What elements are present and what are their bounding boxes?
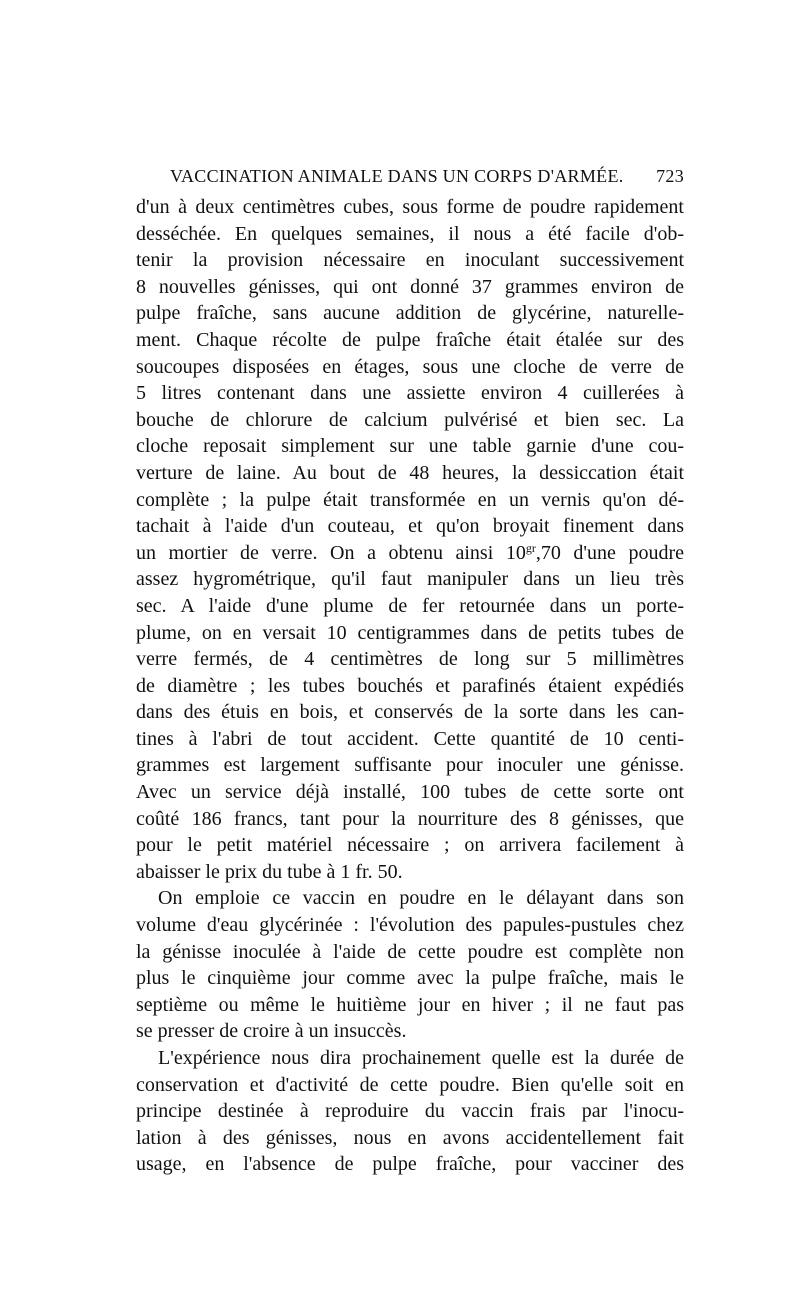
text-line: lation à des génisses, nous en avons accidentellement fait bbox=[136, 1126, 684, 1149]
text-line: L'expérience nous dira prochainement quelle est la durée de bbox=[158, 1047, 684, 1069]
text-line: tines à l'abri de tout accident. Cette quantité de 10 centi- bbox=[136, 727, 684, 750]
text-line: verre fermés, de 4 centimètres de long sur 5 millimètres bbox=[136, 648, 684, 671]
text-line: la génisse inoculée à l'aide de cette poudre est complète non bbox=[136, 940, 684, 963]
text-line: plume, on en versait 10 centigrammes dans de petits tubes de bbox=[136, 621, 684, 644]
text-line: tachait à l'aide d'un couteau, et qu'on broyait finement dans bbox=[136, 515, 684, 538]
text-line: abaisser le prix du tube à 1 fr. 50. bbox=[136, 860, 403, 883]
text-line: ment. Chaque récolte de pulpe fraîche était étalée sur des bbox=[136, 328, 684, 351]
weight-unit-superscript: gr bbox=[525, 540, 536, 555]
line-segment: un mortier de verre. On a obtenu ainsi 10 bbox=[136, 541, 526, 564]
text-line: coûté 186 francs, tant pour la nourriture des 8 génisses, que bbox=[136, 807, 684, 830]
running-title: VACCINATION ANIMALE DANS UN CORPS D'ARMÉE. bbox=[170, 166, 624, 186]
text-line: assez hygrométrique, qu'il faut manipuler dans un lieu très bbox=[136, 568, 684, 591]
text-line: d'un à deux centimètres cubes, sous forme de poudre rapidement bbox=[136, 196, 684, 218]
text-line: soucoupes disposées en étages, sous une cloche de verre de bbox=[136, 355, 684, 378]
text-line: de diamètre ; les tubes bouchés et parafinés étaient expédiés bbox=[136, 674, 684, 697]
text-line: On emploie ce vaccin en poudre en le délayant dans son bbox=[158, 887, 684, 910]
paragraph-1 bbox=[136, 194, 684, 885]
text-line: volume d'eau glycérinée : l'évolution des papules-pustules chez bbox=[136, 914, 684, 937]
text-line: 5 litres contenant dans une assiette environ 4 cuillerées à bbox=[136, 382, 684, 405]
text-line: 8 nouvelles génisses, qui ont donné 37 grammes environ de bbox=[136, 275, 684, 298]
line-segment: ,70 d'une poudre bbox=[535, 541, 684, 564]
text-line: cloche reposait simplement sur une table garnie d'une cou- bbox=[136, 435, 684, 458]
text-line: principe destinée à reproduire du vaccin frais par l'inocu- bbox=[136, 1100, 684, 1123]
text-line: tenir la provision nécessaire en inoculant successivement bbox=[136, 249, 684, 272]
text-line: bouche de chlorure de calcium pulvérisé et bien sec. La bbox=[136, 408, 684, 431]
text-line: usage, en l'absence de pulpe fraîche, pour vacciner des bbox=[136, 1153, 684, 1176]
page-number: 723 bbox=[656, 166, 684, 186]
text-line: septième ou même le huitième jour en hiver ; il ne faut pas bbox=[136, 993, 684, 1016]
running-head bbox=[170, 160, 684, 190]
body-text bbox=[136, 194, 684, 1178]
text-line: dans des étuis en bois, et conservés de la sorte dans les can- bbox=[136, 701, 684, 724]
text-line: desséchée. En quelques semaines, il nous a été facile d'ob- bbox=[136, 222, 684, 245]
text-line: plus le cinquième jour comme avec la pulpe fraîche, mais le bbox=[136, 967, 684, 990]
text-line: Avec un service déjà installé, 100 tubes de cette sorte ont bbox=[136, 781, 684, 804]
text-line: grammes est largement suffisante pour inoculer une génisse. bbox=[136, 754, 684, 777]
text-line: pour le petit matériel nécessaire ; on arrivera facilement à bbox=[136, 834, 684, 857]
paragraph-2 bbox=[136, 885, 684, 1045]
text-line: verture de laine. Au bout de 48 heures, la dessiccation était bbox=[136, 461, 684, 484]
text-line: conservation et d'activité de cette poudre. Bien qu'elle soit en bbox=[136, 1073, 684, 1096]
paragraph-3 bbox=[136, 1045, 684, 1178]
text-line: complète ; la pulpe était transformée en un vernis qu'on dé- bbox=[136, 488, 684, 511]
text-line: pulpe fraîche, sans aucune addition de glycérine, naturelle- bbox=[136, 302, 684, 325]
text-line: sec. A l'aide d'une plume de fer retournée dans un porte- bbox=[136, 594, 684, 617]
text-line-with-superscript bbox=[136, 540, 684, 567]
text-line: se presser de croire à un insuccès. bbox=[136, 1020, 407, 1043]
